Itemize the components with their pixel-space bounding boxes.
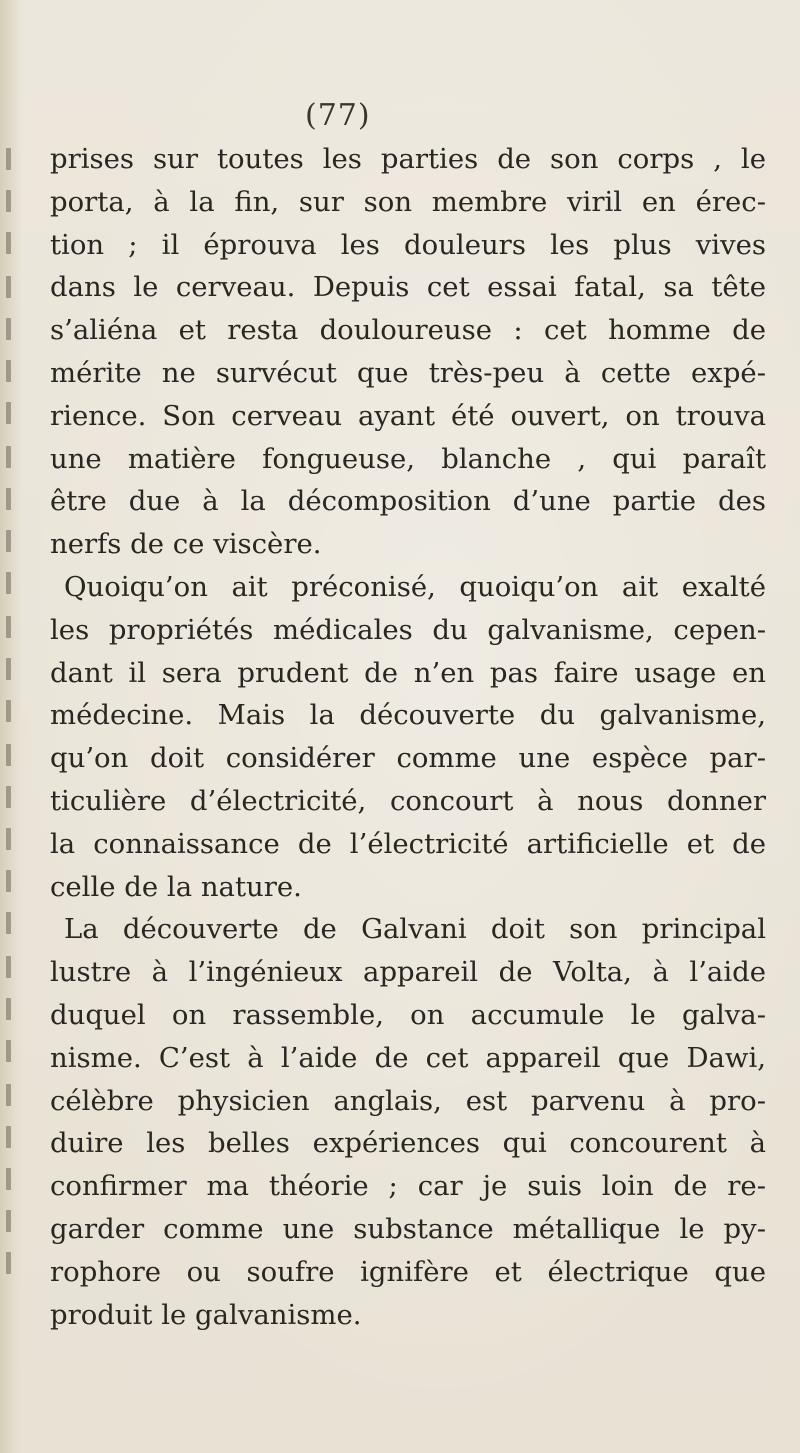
text-line: médecine. Mais la découverte du galvanisme,	[50, 699, 766, 732]
binding-mark	[6, 744, 11, 766]
binding-mark	[6, 828, 11, 850]
text-line: celle de la nature.	[50, 870, 302, 903]
binding-mark	[6, 870, 11, 892]
binding-mark	[6, 360, 11, 382]
text-line: lustre à l’ingénieux appareil de Volta, à l’aide	[50, 956, 766, 989]
text-line: prises sur toutes les parties de son corps , le	[50, 143, 766, 175]
text-line: une matière fongueuse, blanche , qui paraît	[50, 442, 766, 475]
page-number: (77)	[305, 98, 371, 133]
text-line: garder comme une substance métallique le py-	[50, 1212, 766, 1245]
binding-mark	[6, 616, 11, 638]
binding-mark	[6, 446, 11, 468]
text-line: nerfs de ce viscère.	[50, 528, 322, 561]
text-line: être due à la décomposition d’une partie des	[50, 485, 766, 518]
binding-mark	[6, 1210, 11, 1232]
binding-mark	[6, 998, 11, 1020]
text-line: nisme. C’est à l’aide de cet appareil que Dawi,	[50, 1041, 766, 1074]
text-line: dant il sera prudent de n’en pas faire usage en	[50, 656, 766, 689]
text-line: porta, à la fin, sur son membre viril en érec-	[50, 185, 766, 218]
binding-mark	[6, 956, 11, 978]
text-line: tion ; il éprouva les douleurs les plus vives	[50, 228, 766, 261]
binding-mark	[6, 318, 11, 340]
text-line: rience. Son cerveau ayant été ouvert, on trouva	[50, 399, 766, 432]
binding-mark	[6, 1252, 11, 1274]
binding-mark	[6, 1084, 11, 1106]
text-line: la connaissance de l’électricité artificielle et de	[50, 827, 766, 860]
text-line: qu’on doit considérer comme une espèce par-	[50, 742, 766, 775]
binding-mark	[6, 572, 11, 594]
binding-mark	[6, 190, 11, 212]
binding-mark	[6, 530, 11, 552]
text-line: confirmer ma théorie ; car je suis loin de re-	[50, 1170, 766, 1203]
binding-mark	[6, 402, 11, 424]
text-line: duire les belles expériences qui concourent à	[50, 1127, 766, 1160]
text-line: rophore ou soufre ignifère et électrique que	[50, 1255, 766, 1288]
text-line: dans le cerveau. Depuis cet essai fatal, sa tête	[50, 271, 766, 304]
binding-mark	[6, 232, 11, 254]
binding-mark	[6, 700, 11, 722]
binding-mark	[6, 148, 11, 170]
binding-mark	[6, 1040, 11, 1062]
binding-mark	[6, 488, 11, 510]
text-line: La découverte de Galvani doit son principal	[64, 913, 766, 946]
text-line: les propriétés médicales du galvanisme, cepen-	[50, 613, 766, 646]
text-line: célèbre physicien anglais, est parvenu à pro-	[50, 1084, 766, 1117]
text-line: produit le galvanisme.	[50, 1298, 362, 1331]
binding-mark	[6, 1168, 11, 1190]
text-line: ticulière d’électricité, concourt à nous donner	[50, 784, 766, 817]
binding-gutter	[0, 0, 22, 1453]
text-line: Quoiqu’on ait préconisé, quoiqu’on ait exalté	[64, 570, 766, 603]
body-text	[50, 138, 766, 1336]
text-line: duquel on rassemble, on accumule le galva-	[50, 998, 766, 1031]
text-line: s’aliéna et resta douloureuse : cet homme de	[50, 314, 766, 347]
binding-mark	[6, 786, 11, 808]
text-line: mérite ne survécut que très-peu à cette expé-	[50, 356, 766, 389]
binding-mark	[6, 912, 11, 934]
binding-mark	[6, 1126, 11, 1148]
binding-mark	[6, 276, 11, 298]
binding-mark	[6, 658, 11, 680]
